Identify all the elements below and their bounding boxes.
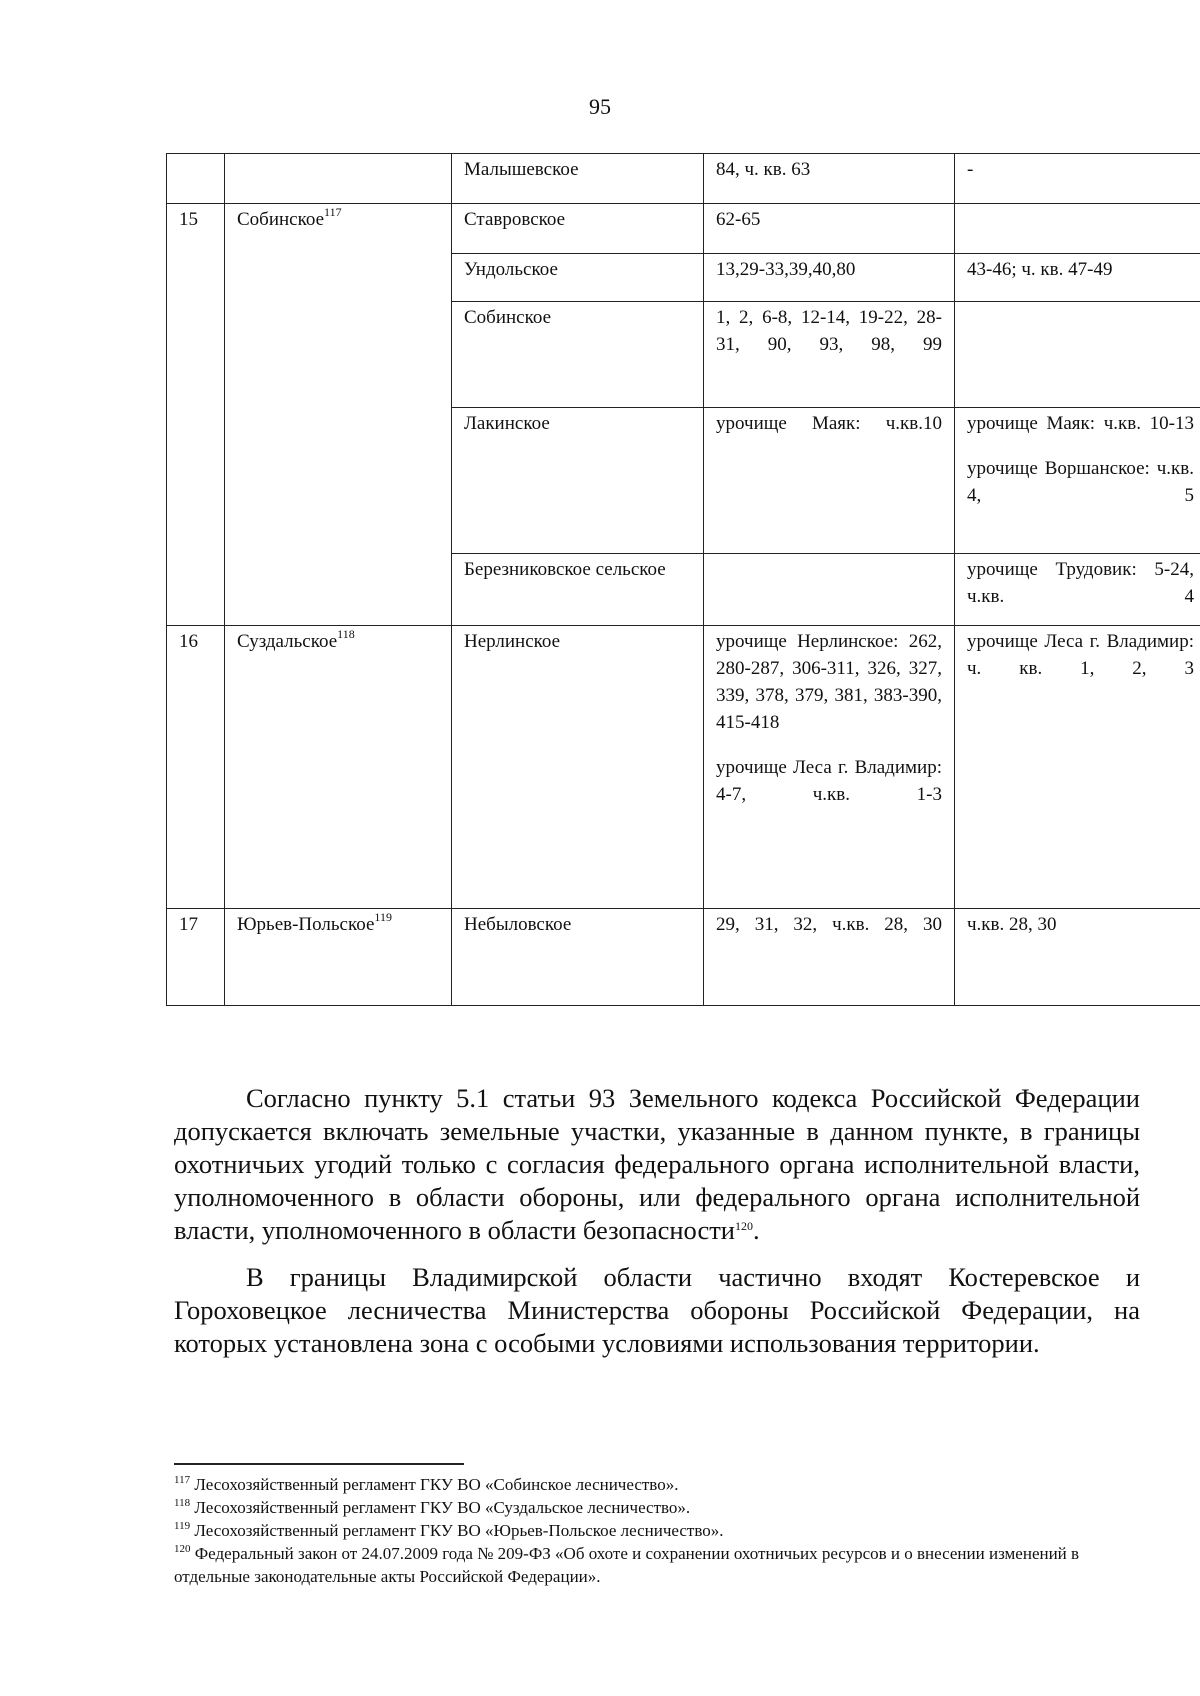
quarters-entry: урочище Нерлинское: 262, 280-287, 306-311, 326, 327, 339, 378, 379, 381, 383-390, 415-418 [716, 631, 942, 733]
footnote-text: Лесохозяйственный регламент ГКУ ВО «Суздальское лесничество». [194, 1498, 691, 1517]
paragraph-end: . [752, 1215, 760, 1245]
footnote-number: 119 [174, 1520, 191, 1532]
quarters-entry: урочище Леса г. Владимир: 4-7, ч.кв. 1-3 [716, 757, 942, 805]
footnote-text: Лесохозяйственный регламент ГКУ ВО «Собинское лесничество». [194, 1475, 679, 1494]
defense-entry: урочище Воршанское: ч.кв. 4, 5 [967, 458, 1194, 506]
table-row [167, 909, 1200, 1006]
cell-quarters-defense: урочище Трудовик: 5-24, ч.кв. 4 [955, 554, 1200, 626]
cell-quarters [704, 554, 955, 626]
forestry-table [166, 153, 1200, 1006]
cell-num: 15 [167, 204, 225, 626]
paragraph: В границы Владимирской области частично входят Костеревское и Гороховецкое лесничества Министерства обороны Российской Федерации, на которых установлена зона с особыми условиями использования территории. [174, 1262, 1140, 1358]
cell-district: Березниковское сельское [452, 554, 704, 626]
table-row [167, 626, 1200, 909]
table-row [167, 154, 1200, 204]
cell-district: Ундольское [452, 254, 704, 302]
forestry-name: Собинское [237, 209, 325, 230]
cell-district: Небыловское [452, 909, 704, 1006]
footnote-text: Федеральный закон от 24.07.2009 года № 209-ФЗ «Об охоте и сохранении охотничьих ресурсов и о внесении изменений в отдельные законодательные акты Российской Федерации». [174, 1544, 1080, 1586]
footnote [174, 1519, 1140, 1542]
cell-quarters-defense: ч.кв. 28, 30 [955, 909, 1200, 1006]
footnote [174, 1542, 1140, 1588]
cell-quarters-defense [955, 302, 1200, 408]
footnote-text: Лесохозяйственный регламент ГКУ ВО «Юрьев-Польское лесничество». [194, 1521, 724, 1540]
cell-quarters: 1, 2, 6-8, 12-14, 19-22, 28-31, 90, 93, 98, 99 [704, 302, 955, 408]
paragraph-text: Согласно пункту 5.1 статьи 93 Земельного кодекса Российской Федерации допускается включать земельные участки, указанные в данном пункте, в границы охотничьих угодий только с согласия федерального органа исполнительной власти, уполномоченного в области обороны, или федерального органа исполнительной власти, уполномоченного в области безопасности [174, 1083, 1140, 1245]
cell-quarters-defense: 43-46; ч. кв. 47-49 [955, 254, 1200, 302]
footnote [174, 1473, 1140, 1496]
paragraph [174, 1082, 1140, 1247]
forestry-name: Юрьев-Польское [237, 914, 375, 935]
footnote-ref: 117 [324, 205, 342, 219]
cell-quarters-defense: урочище Леса г. Владимир: ч. кв. 1, 2, 3 [955, 626, 1200, 909]
table-row [167, 204, 1200, 254]
cell-quarters: 29, 31, 32, ч.кв. 28, 30 [704, 909, 955, 1006]
cell-district: Малышевское [452, 154, 704, 204]
footnote-ref: 120 [734, 1219, 753, 1233]
cell-quarters-defense [955, 408, 1200, 554]
defense-entry: урочище Маяк: ч.кв. 10-13 [967, 413, 1194, 434]
cell-num: 16 [167, 626, 225, 909]
footnote-ref: 119 [374, 910, 392, 924]
cell-quarters-defense [955, 204, 1200, 254]
cell-quarters [704, 626, 955, 909]
cell-quarters-defense: - [955, 154, 1200, 204]
forestry-name: Суздальское [237, 631, 338, 652]
cell-quarters: 13,29-33,39,40,80 [704, 254, 955, 302]
cell-num [167, 154, 225, 204]
footnote-number: 118 [174, 1497, 191, 1509]
body-text [174, 1082, 1140, 1360]
page-number: 95 [589, 94, 611, 119]
footnote-number: 117 [174, 1474, 191, 1486]
footnote-separator [174, 1463, 464, 1465]
footnote-ref: 118 [337, 627, 355, 641]
cell-district: Ставровское [452, 204, 704, 254]
cell-district: Нерлинское [452, 626, 704, 909]
cell-num: 17 [167, 909, 225, 1006]
cell-forestry [225, 909, 452, 1006]
cell-forestry [225, 154, 452, 204]
cell-forestry [225, 626, 452, 909]
footnote [174, 1496, 1140, 1519]
footnote-number: 120 [174, 1543, 191, 1555]
footnotes [174, 1473, 1140, 1588]
cell-quarters: 62-65 [704, 204, 955, 254]
cell-forestry [225, 204, 452, 626]
cell-district: Лакинское [452, 408, 704, 554]
cell-quarters: 84, ч. кв. 63 [704, 154, 955, 204]
cell-district: Собинское [452, 302, 704, 408]
cell-quarters: урочище Маяк: ч.кв.10 [704, 408, 955, 554]
